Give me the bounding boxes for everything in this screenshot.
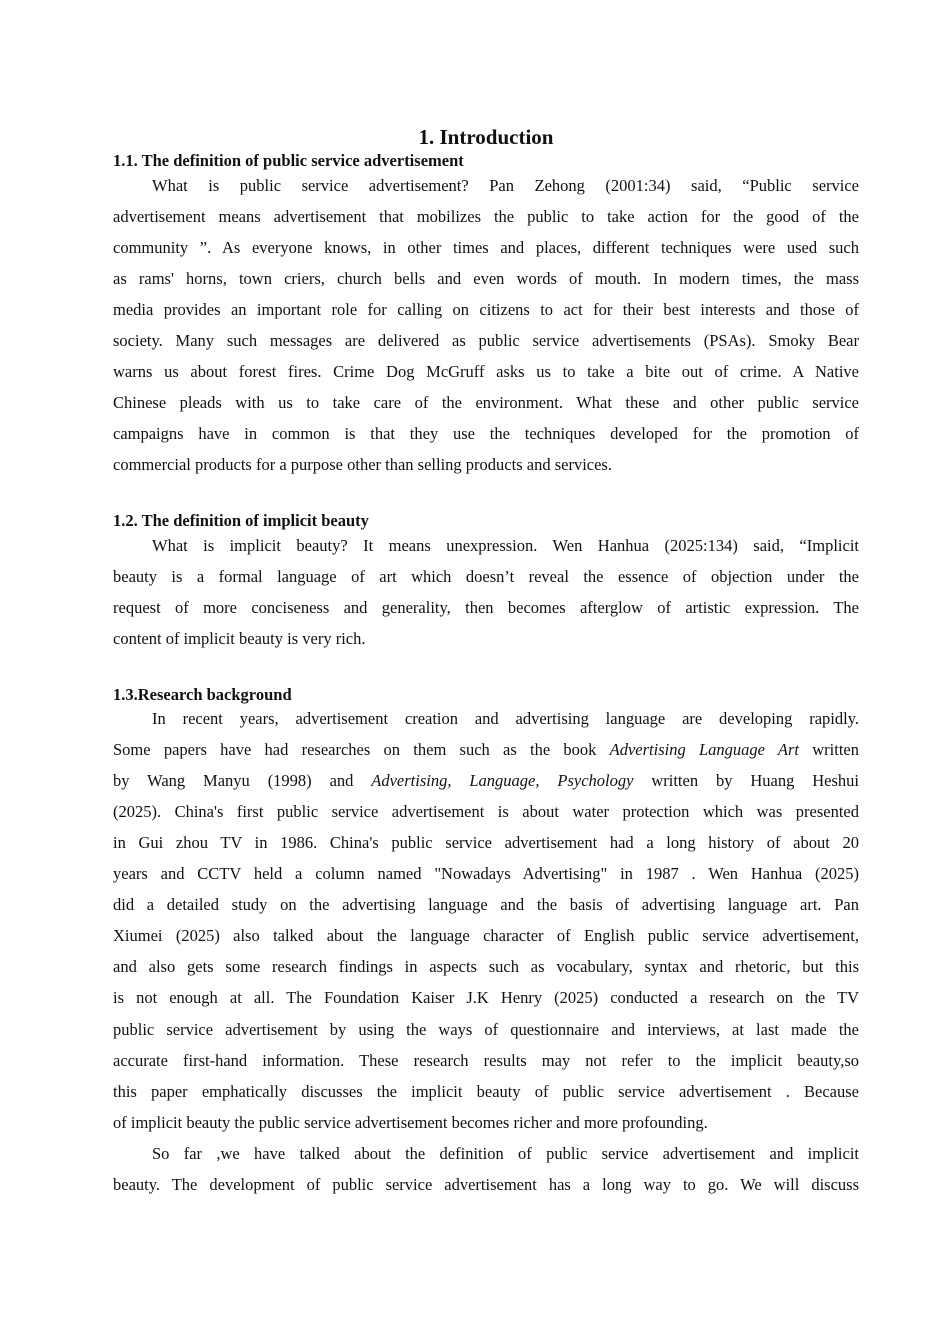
text-line: community ”. As everyone knows, in other times and places, different techniques were used such bbox=[113, 238, 859, 257]
text-line: years and CCTV held a column named "Nowadays Advertising" in 1987 . Wen Hanhua (2025) bbox=[113, 864, 859, 883]
text-run: Some papers have had researches on them such as the book bbox=[113, 740, 610, 759]
text-line: accurate first-hand information. These research results may not refer to the implicit beauty,so bbox=[113, 1051, 859, 1070]
text-line: commercial products for a purpose other than selling products and services. bbox=[113, 455, 612, 474]
book-title: Advertising Language Art bbox=[609, 740, 800, 759]
text-line: beauty is a formal language of art which doesn’t reveal the essence of objection under the bbox=[113, 567, 859, 586]
text-line: public service advertisement by using the ways of questionnaire and interviews, at last made the bbox=[113, 1020, 859, 1039]
text-run: written by Huang Heshui bbox=[633, 771, 859, 790]
text-line: advertisement means advertisement that mobilizes the public to take action for the good of the bbox=[113, 207, 859, 226]
text-line: What is implicit beauty? It means unexpression. Wen Hanhua (2025:134) said, “Implicit bbox=[152, 536, 859, 555]
text-line bbox=[113, 739, 859, 761]
section-heading-1-2: 1.2. The definition of implicit beauty bbox=[113, 511, 369, 530]
text-line: So far ,we have talked about the definition of public service advertisement and implicit bbox=[152, 1144, 859, 1163]
text-line: beauty. The development of public service advertisement has a long way to go. We will discuss bbox=[113, 1175, 859, 1194]
text-line: did a detailed study on the advertising language and the basis of advertising language art. Pan bbox=[113, 895, 859, 914]
text-run: by Wang Manyu (1998) and bbox=[113, 771, 372, 790]
text-run: written bbox=[799, 740, 859, 759]
text-line: content of implicit beauty is very rich. bbox=[113, 629, 366, 648]
text-line: is not enough at all. The Foundation Kaiser J.K Henry (2025) conducted a research on the TV bbox=[113, 988, 859, 1007]
text-line: In recent years, advertisement creation and advertising language are developing rapidly. bbox=[152, 709, 859, 728]
chapter-title: 1. Introduction bbox=[418, 125, 554, 149]
book-title: Advertising, Language, Psychology bbox=[371, 771, 634, 790]
text-line: (2025). China's first public service advertisement is about water protection which was presented bbox=[113, 802, 859, 821]
text-line: this paper emphatically discusses the implicit beauty of public service advertisement . Because bbox=[113, 1082, 859, 1101]
section-heading-1-3: 1.3.Research background bbox=[113, 685, 292, 704]
text-line: media provides an important role for calling on citizens to act for their best interests and those of bbox=[113, 300, 859, 319]
section-heading-1-1: 1.1. The definition of public service advertisement bbox=[113, 151, 464, 170]
text-line: in Gui zhou TV in 1986. China's public service advertisement had a long history of about 20 bbox=[113, 833, 859, 852]
text-line: and also gets some research findings in aspects such as vocabulary, syntax and rhetoric, but this bbox=[113, 957, 859, 976]
text-line: society. Many such messages are delivered as public service advertisements (PSAs). Smoky Bear bbox=[113, 331, 859, 350]
text-line: What is public service advertisement? Pan Zehong (2001:34) said, “Public service bbox=[152, 176, 859, 195]
text-line: campaigns have in common is that they use the techniques developed for the promotion of bbox=[113, 424, 859, 443]
text-line: of implicit beauty the public service advertisement becomes richer and more profounding. bbox=[113, 1113, 708, 1132]
text-line: Chinese pleads with us to take care of the environment. What these and other public service bbox=[113, 393, 859, 412]
text-line: request of more conciseness and generality, then becomes afterglow of artistic expression. The bbox=[113, 598, 859, 617]
text-line: warns us about forest fires. Crime Dog McGruff asks us to take a bite out of crime. A Native bbox=[113, 362, 859, 381]
text-line: as rams' horns, town criers, church bells and even words of mouth. In modern times, the mass bbox=[113, 269, 859, 288]
text-line: Xiumei (2025) also talked about the language character of English public service advertisement, bbox=[113, 926, 859, 945]
text-line bbox=[113, 770, 859, 792]
